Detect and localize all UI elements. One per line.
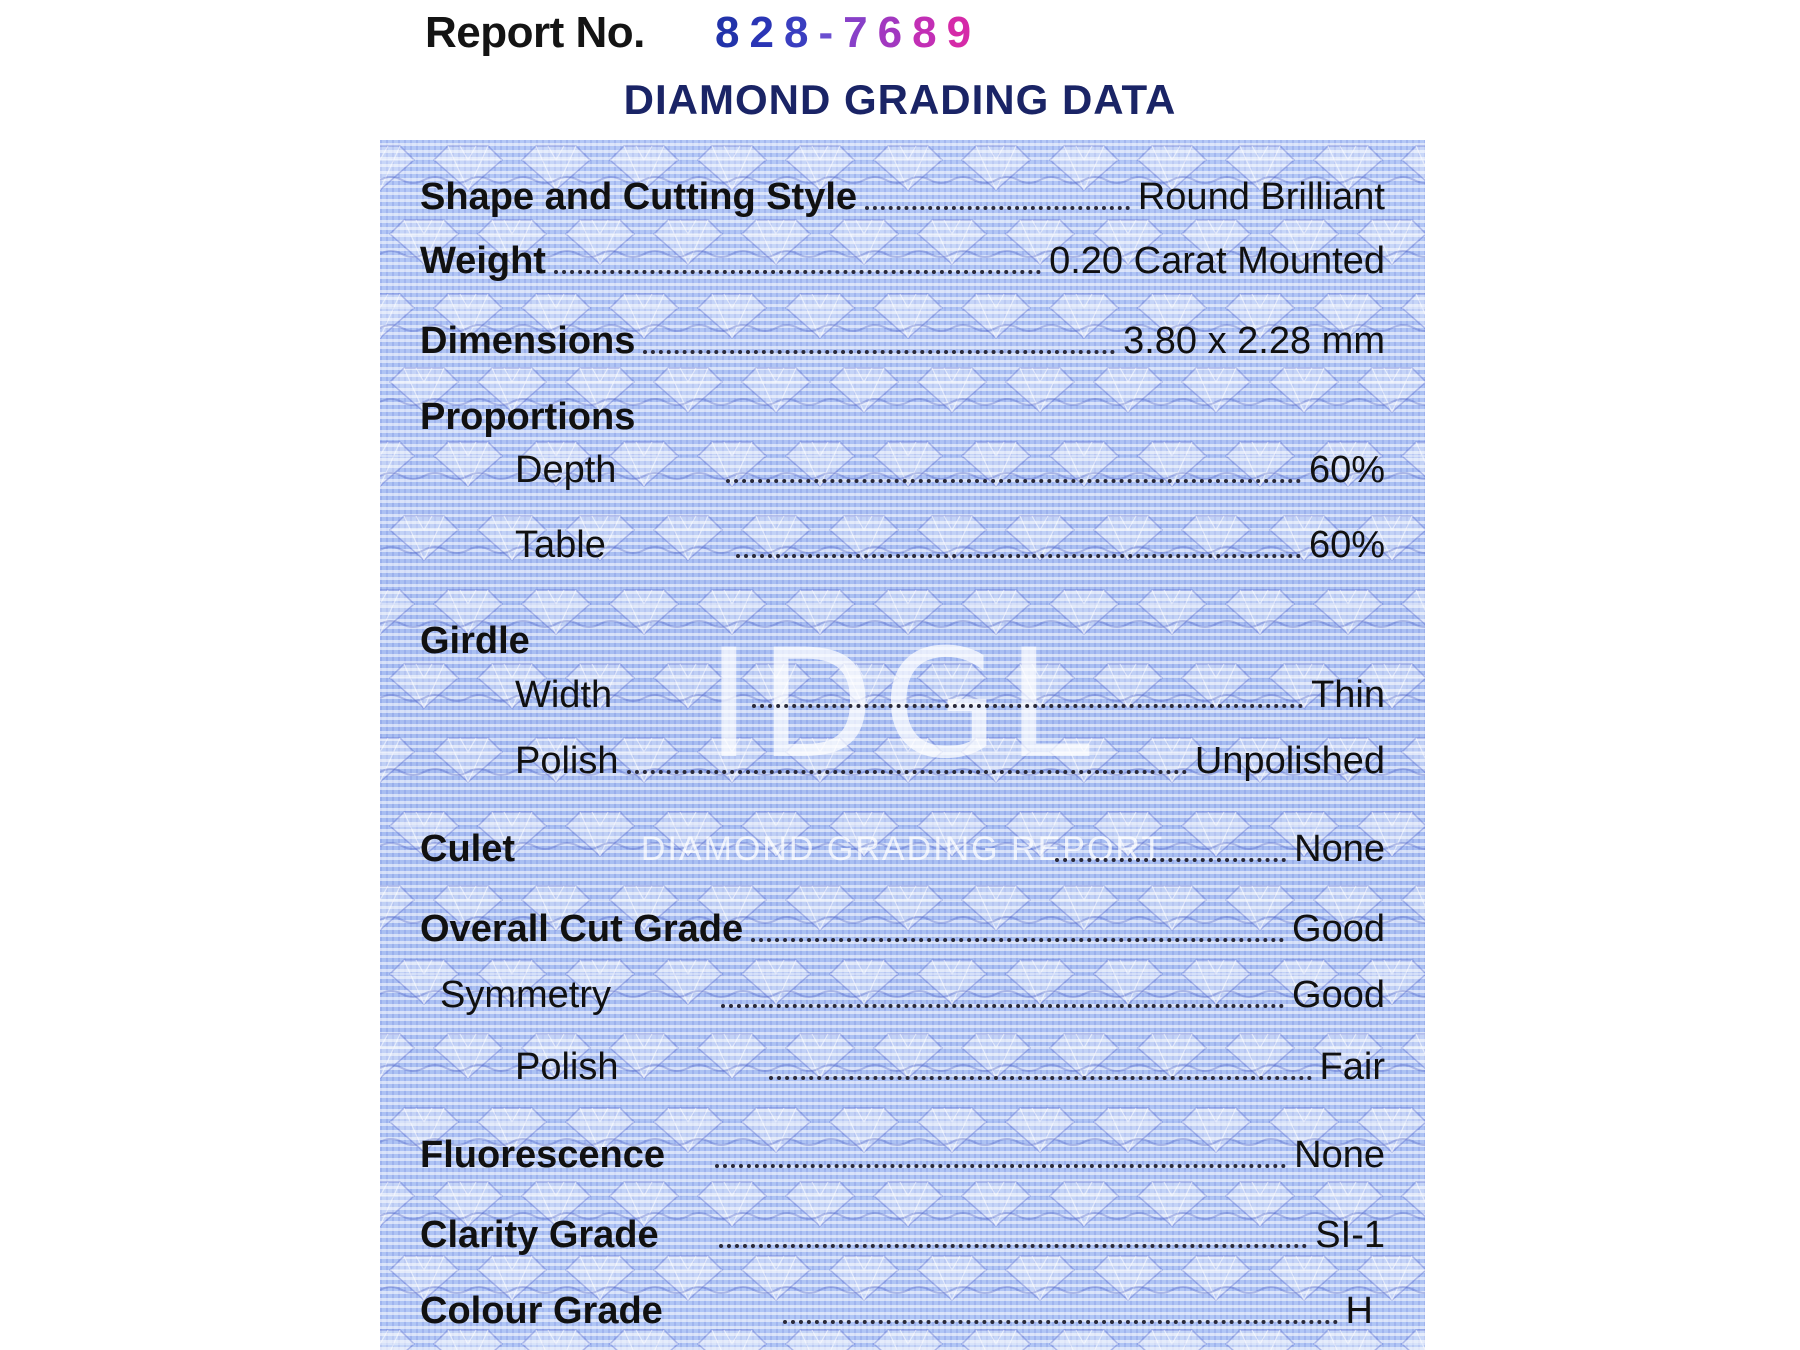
dot-leader bbox=[752, 704, 1303, 708]
watermark-brand: IDGL bbox=[706, 618, 1099, 792]
weight-row bbox=[420, 236, 1385, 286]
watermark-subtitle: DIAMOND GRADING REPORT bbox=[640, 830, 1165, 868]
fluorescence-label: Fluorescence bbox=[420, 1134, 665, 1176]
dot-leader bbox=[751, 938, 1284, 942]
clarity-value: SI-1 bbox=[1315, 1214, 1385, 1256]
overall-cut-value: Good bbox=[1292, 908, 1385, 950]
girdle-width-value: Thin bbox=[1311, 674, 1385, 716]
fluorescence-row bbox=[420, 1130, 1385, 1180]
report-number-digit: - bbox=[818, 8, 834, 57]
report-number-digit: 8 bbox=[912, 8, 937, 57]
overall-cut-label: Overall Cut Grade bbox=[420, 908, 744, 950]
report-number-digit: 6 bbox=[877, 8, 903, 57]
girdle-polish-row bbox=[515, 736, 1385, 786]
dimensions-label: Dimensions bbox=[420, 320, 636, 362]
weight-value: 0.20 Carat Mounted bbox=[1049, 240, 1385, 282]
page-title: DIAMOND GRADING DATA bbox=[623, 76, 1177, 123]
report-number-digit: 2 bbox=[749, 8, 774, 57]
report-number-digit: 7 bbox=[843, 8, 868, 57]
girdle-heading: Girdle bbox=[420, 620, 530, 662]
table-row bbox=[515, 520, 1385, 570]
diamond-motif bbox=[1358, 368, 1425, 412]
dot-leader bbox=[554, 270, 1041, 274]
dot-leader bbox=[769, 1076, 1312, 1080]
diamond-motif bbox=[1094, 368, 1162, 412]
proportions-heading: Proportions bbox=[420, 396, 636, 438]
girdle-polish-label: Polish bbox=[515, 740, 619, 782]
dot-leader bbox=[721, 1004, 1284, 1008]
diamond-motif bbox=[434, 442, 502, 486]
dot-leader bbox=[643, 350, 1115, 354]
colour-value: H bbox=[1345, 1290, 1373, 1332]
depth-value: 60% bbox=[1308, 449, 1385, 491]
diamond-motif bbox=[1006, 368, 1074, 412]
shape-row bbox=[420, 172, 1385, 222]
table-value: 60% bbox=[1308, 524, 1385, 566]
culet-value: None bbox=[1294, 828, 1385, 870]
report-number-digit: 8 bbox=[715, 8, 740, 57]
shape-label: Shape and Cutting Style bbox=[420, 176, 858, 218]
dot-leader bbox=[719, 1244, 1308, 1248]
shape-value: Round Brilliant bbox=[1137, 176, 1385, 218]
weight-label: Weight bbox=[420, 240, 546, 282]
colour-row bbox=[420, 1286, 1385, 1336]
diamond-motif bbox=[742, 368, 810, 412]
report-number-digit: 8 bbox=[783, 8, 809, 57]
colour-label: Colour Grade bbox=[420, 1290, 663, 1332]
culet-label: Culet bbox=[420, 828, 515, 870]
polish-value: Fair bbox=[1319, 1046, 1385, 1088]
diamond-motif bbox=[380, 1330, 414, 1350]
fluorescence-value: None bbox=[1294, 1134, 1385, 1176]
dimensions-row bbox=[420, 316, 1385, 366]
polish-row bbox=[515, 1042, 1385, 1092]
girdle-polish-value: Unpolished bbox=[1194, 740, 1385, 782]
depth-row bbox=[515, 445, 1385, 495]
dot-leader bbox=[1055, 858, 1286, 862]
diamond-motif bbox=[830, 368, 898, 412]
culet-row bbox=[420, 824, 1385, 874]
dot-leader bbox=[783, 1320, 1338, 1324]
diamond-motif bbox=[918, 368, 986, 412]
clarity-label: Clarity Grade bbox=[420, 1214, 659, 1256]
table-label: Table bbox=[515, 524, 606, 566]
depth-label: Depth bbox=[515, 449, 617, 491]
diamond-motif bbox=[1182, 368, 1250, 412]
dot-leader bbox=[865, 206, 1130, 210]
diamond-motif bbox=[1270, 368, 1338, 412]
symmetry-row bbox=[440, 970, 1385, 1020]
diamond-motif bbox=[654, 368, 722, 412]
diamond-motif bbox=[434, 1034, 502, 1078]
diamond-motif bbox=[390, 516, 458, 560]
dot-leader bbox=[726, 479, 1301, 483]
certificate-panel bbox=[380, 140, 1425, 1350]
report-header bbox=[425, 0, 1125, 70]
symmetry-label: Symmetry bbox=[440, 974, 611, 1016]
report-number bbox=[715, 8, 981, 58]
polish-label: Polish bbox=[515, 1046, 619, 1088]
dot-leader bbox=[715, 1164, 1286, 1168]
dimensions-value: 3.80 x 2.28 mm bbox=[1123, 320, 1385, 362]
overall-cut-row bbox=[420, 904, 1385, 954]
girdle-width-label: Width bbox=[515, 674, 613, 716]
report-number-digit: 9 bbox=[946, 8, 972, 57]
symmetry-value: Good bbox=[1292, 974, 1385, 1016]
report-number-label: Report No. bbox=[425, 8, 645, 57]
diamond-motif bbox=[1402, 1330, 1425, 1350]
dot-leader bbox=[736, 554, 1301, 558]
girdle-width-row bbox=[515, 670, 1385, 720]
dot-leader bbox=[627, 770, 1187, 774]
clarity-row bbox=[420, 1210, 1385, 1260]
